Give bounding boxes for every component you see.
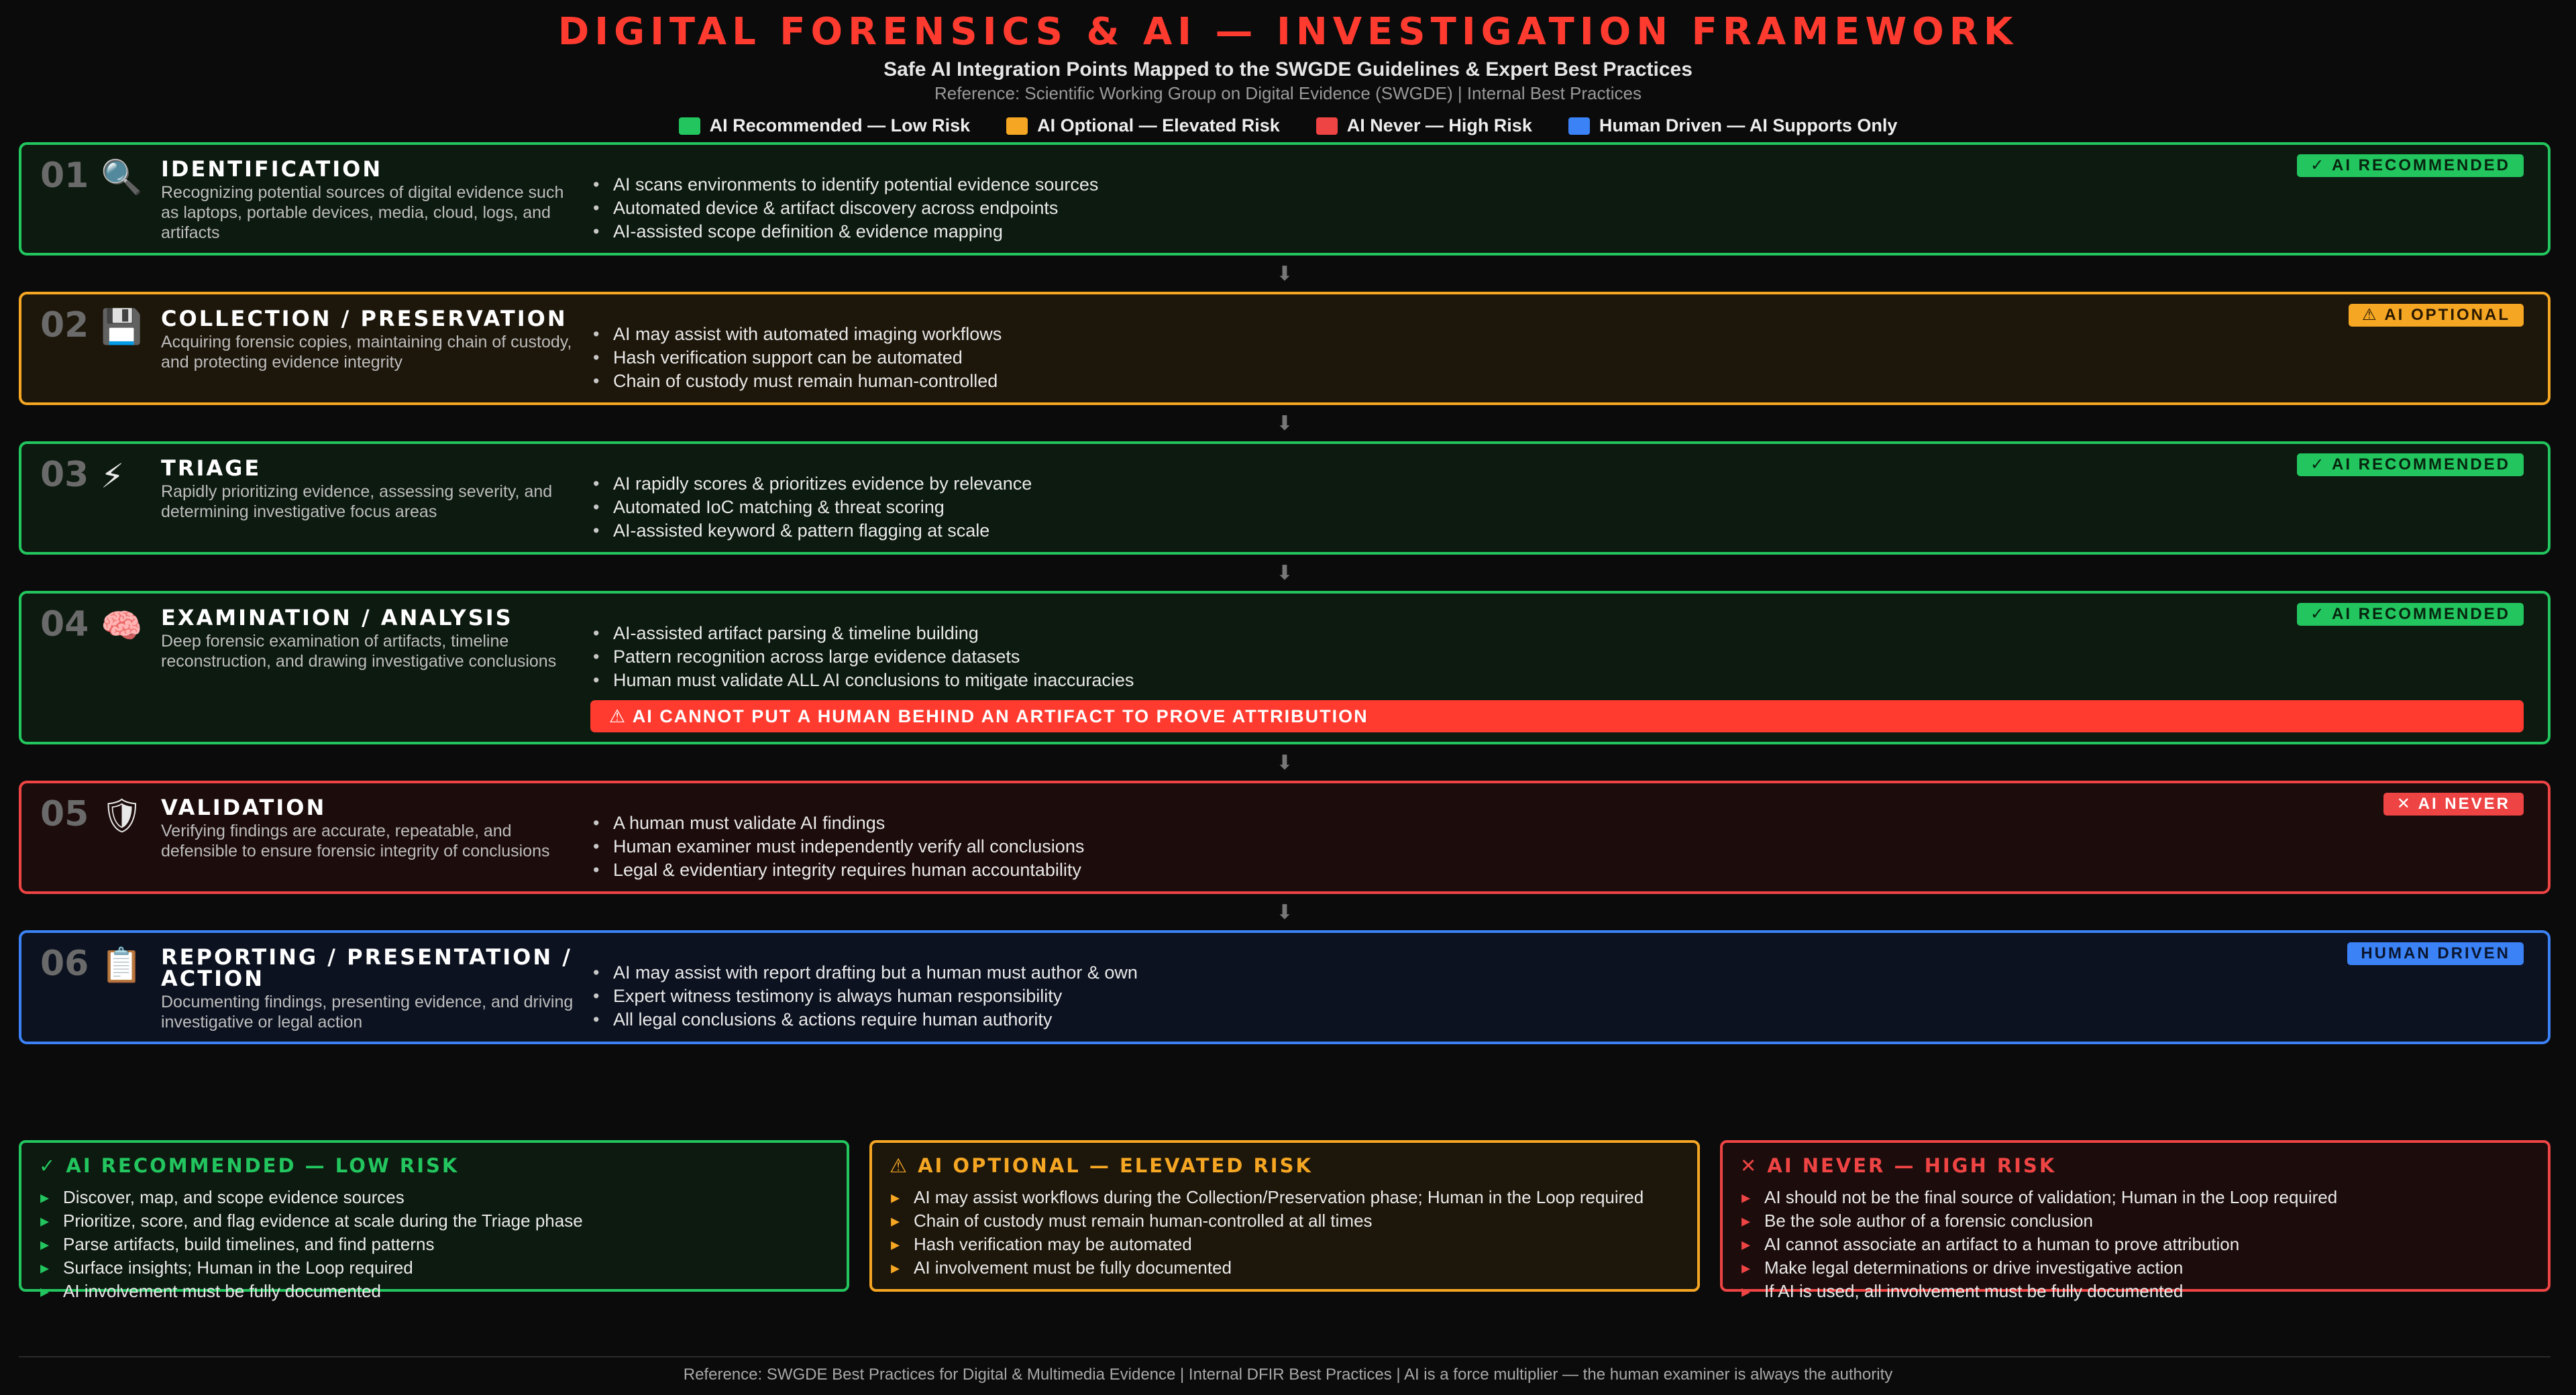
phase-card-03: [19, 441, 2551, 555]
magnifier-icon: 🔍: [101, 158, 143, 196]
legend-label: AI Never — High Risk: [1346, 115, 1532, 135]
summary-title: ⚠ AI OPTIONAL — ELEVATED RISK: [890, 1154, 1313, 1177]
summary-title: ✕ AI NEVER — HIGH RISK: [1740, 1154, 2057, 1177]
down-arrow-icon: ⬇: [1276, 262, 1293, 285]
summary-item: ▸ Prioritize, score, and flag evidence at scale during the Triage phase: [39, 1209, 829, 1233]
summary-list: [1740, 1186, 2530, 1303]
legend-item: [1316, 115, 1532, 136]
status-badge: ⚠ AI OPTIONAL: [2349, 304, 2524, 327]
phase-description: Verifying findings are accurate, repeatable, and defensible to ensure forensic integrity of conclusions: [161, 822, 550, 860]
status-badge: ✓ AI RECOMMENDED: [2297, 453, 2524, 476]
bullet-list: [590, 323, 2529, 393]
floppy-disk-icon: 💾: [101, 308, 143, 345]
phase-info: [161, 453, 584, 543]
phase-number: 05: [40, 794, 89, 834]
phase-bullets: [584, 793, 2529, 882]
footer-reference: Reference: SWGDE Best Practices for Digital & Multimedia Evidence | Internal DFIR Best Practices | AI is a force multiplier — the human examiner is always the authority: [683, 1365, 1893, 1384]
phase-info: [161, 304, 584, 393]
phase-info: [161, 942, 584, 1032]
phase-description: Rapidly prioritizing evidence, assessing severity, and determining investigative focus areas: [161, 482, 553, 521]
summary-box-red: [1720, 1140, 2551, 1301]
summary-item: ▸ Discover, map, and scope evidence sources: [39, 1186, 829, 1209]
down-arrow-icon: ⬇: [1276, 751, 1293, 774]
phase-description: Acquiring forensic copies, maintaining chain of custody, and protecting evidence integrity: [161, 333, 572, 372]
phase-number: 02: [40, 305, 89, 345]
brain-icon: 🧠: [101, 607, 143, 645]
down-arrow-icon: ⬇: [1276, 561, 1293, 584]
bullet-item: • AI rapidly scores & prioritizes evidence by relevance: [590, 472, 2529, 496]
legend-swatch: [1316, 117, 1338, 135]
bullet-item: • AI-assisted scope definition & evidence mapping: [590, 220, 2529, 243]
bullet-item: • A human must validate AI findings: [590, 812, 2529, 835]
legend-label: AI Optional — Elevated Risk: [1037, 115, 1280, 135]
summary-item: ▸ Chain of custody must remain human-controlled at all times: [890, 1209, 1680, 1233]
summary-list: [39, 1186, 829, 1303]
legend-swatch: [1006, 117, 1028, 135]
page-reference: Reference: Scientific Working Group on Digital Evidence (SWGDE) | Internal Best Practices: [934, 83, 1642, 103]
phase-bullets: [584, 453, 2529, 543]
bullet-item: • Human must validate ALL AI conclusions to mitigate inaccuracies: [590, 669, 2529, 692]
status-badge: ✕ AI NEVER: [2383, 793, 2524, 816]
summary-item: ▸ Parse artifacts, build timelines, and find patterns: [39, 1233, 829, 1256]
legend-label: AI Recommended — Low Risk: [709, 115, 971, 135]
legend-item: [1006, 115, 1280, 136]
risk-summary: [19, 1140, 2551, 1301]
bullet-item: • Hash verification support can be automated: [590, 346, 2529, 370]
page-title: DIGITAL FORENSICS & AI — INVESTIGATION FRAMEWORK: [557, 10, 2019, 54]
bullet-item: • AI may assist with report drafting but a human must author & own: [590, 961, 2529, 985]
legend-item: [679, 115, 971, 136]
bullet-list: [590, 622, 2529, 692]
phase-info: [161, 793, 584, 882]
phase-description: Deep forensic examination of artifacts, timeline reconstruction, and drawing investigative conclusions: [161, 632, 557, 671]
summary-item: ▸ AI should not be the final source of validation; Human in the Loop required: [1740, 1186, 2530, 1209]
phase-title: EXAMINATION / ANALYSIS: [161, 605, 513, 630]
phase-title: TRIAGE: [161, 455, 262, 481]
bullet-item: • Automated device & artifact discovery across endpoints: [590, 197, 2529, 220]
down-arrow-icon: ⬇: [1276, 901, 1293, 924]
status-badge: ✓ AI RECOMMENDED: [2297, 154, 2524, 177]
bullet-item: • AI may assist with automated imaging workflows: [590, 323, 2529, 346]
summary-item: ▸ If AI is used, all involvement must be fully documented: [1740, 1280, 2530, 1303]
phase-description: Recognizing potential sources of digital evidence such as laptops, portable devices, media, cloud, logs, and artifacts: [161, 183, 564, 242]
bullet-item: • All legal conclusions & actions require human authority: [590, 1008, 2529, 1031]
phase-number: 01: [40, 156, 89, 196]
phase-bullets: [584, 942, 2529, 1032]
phase-list: [19, 142, 2551, 1044]
legend-swatch: [1568, 117, 1590, 135]
summary-item: ▸ Make legal determinations or drive investigative action: [1740, 1256, 2530, 1280]
footer-divider: [19, 1356, 2551, 1357]
bullet-item: • Automated IoC matching & threat scoring: [590, 496, 2529, 519]
phase-number: 03: [40, 455, 89, 495]
phase-title: VALIDATION: [161, 795, 327, 820]
bullet-item: • AI scans environments to identify potential evidence sources: [590, 173, 2529, 197]
phase-card-05: [19, 781, 2551, 894]
bullet-list: [590, 812, 2529, 882]
summary-list: [890, 1186, 1680, 1280]
bullet-item: • Expert witness testimony is always human responsibility: [590, 985, 2529, 1008]
summary-box-amber: [869, 1140, 1700, 1292]
legend-label: Human Driven — AI Supports Only: [1599, 115, 1898, 135]
legend-item: [1568, 115, 1898, 136]
bullet-item: • Legal & evidentiary integrity requires human accountability: [590, 858, 2529, 882]
phase-bullets: [584, 154, 2529, 243]
bullet-item: • Human examiner must independently verify all conclusions: [590, 835, 2529, 858]
clipboard-icon: 📋: [101, 946, 143, 984]
down-arrow-icon: ⬇: [1276, 412, 1293, 435]
bullet-list: [590, 472, 2529, 543]
phase-number: 04: [40, 604, 89, 645]
phase-card-01: [19, 142, 2551, 256]
summary-box-green: [19, 1140, 849, 1301]
phase-card-02: [19, 292, 2551, 405]
lightning-icon: ⚡: [101, 457, 125, 495]
status-badge: HUMAN DRIVEN: [2347, 942, 2524, 965]
bullet-item: • AI-assisted artifact parsing & timeline building: [590, 622, 2529, 645]
bullet-list: [590, 173, 2529, 243]
bullet-item: • Chain of custody must remain human-controlled: [590, 370, 2529, 393]
phase-bullets: [584, 603, 2529, 732]
summary-title: ✓ AI RECOMMENDED — LOW RISK: [39, 1154, 460, 1177]
page-subtitle: Safe AI Integration Points Mapped to the SWGDE Guidelines & Expert Best Practices: [883, 58, 1693, 80]
phase-title: IDENTIFICATION: [161, 156, 383, 182]
phase-info: [161, 603, 584, 732]
bullet-list: [590, 961, 2529, 1031]
attribution-alert: ⚠ AI CANNOT PUT A HUMAN BEHIND AN ARTIFACT TO PROVE ATTRIBUTION: [590, 700, 2524, 732]
summary-item: ▸ AI may assist workflows during the Collection/Preservation phase; Human in the Loop required: [890, 1186, 1680, 1209]
shield-icon: 🛡: [101, 797, 144, 834]
summary-item: ▸ AI involvement must be fully documented: [890, 1256, 1680, 1280]
summary-item: ▸ Surface insights; Human in the Loop required: [39, 1256, 829, 1280]
phase-title: REPORTING / PRESENTATION / ACTION: [161, 944, 572, 991]
header: [0, 0, 2576, 136]
phase-description: Documenting findings, presenting evidence, and driving investigative or legal action: [161, 993, 574, 1031]
phase-title: COLLECTION / PRESERVATION: [161, 306, 568, 331]
summary-item: ▸ AI cannot associate an artifact to a human to prove attribution: [1740, 1233, 2530, 1256]
summary-item: ▸ AI involvement must be fully documented: [39, 1280, 829, 1303]
phase-card-06: [19, 930, 2551, 1044]
bullet-item: • Pattern recognition across large evidence datasets: [590, 645, 2529, 669]
summary-item: ▸ Be the sole author of a forensic conclusion: [1740, 1209, 2530, 1233]
phase-info: [161, 154, 584, 243]
summary-item: ▸ Hash verification may be automated: [890, 1233, 1680, 1256]
status-badge: ✓ AI RECOMMENDED: [2297, 603, 2524, 626]
legend-swatch: [679, 117, 700, 135]
phase-bullets: [584, 304, 2529, 393]
phase-card-04: [19, 591, 2551, 744]
bullet-item: • AI-assisted keyword & pattern flagging at scale: [590, 519, 2529, 543]
phase-number: 06: [40, 944, 89, 984]
legend: [0, 115, 2576, 136]
